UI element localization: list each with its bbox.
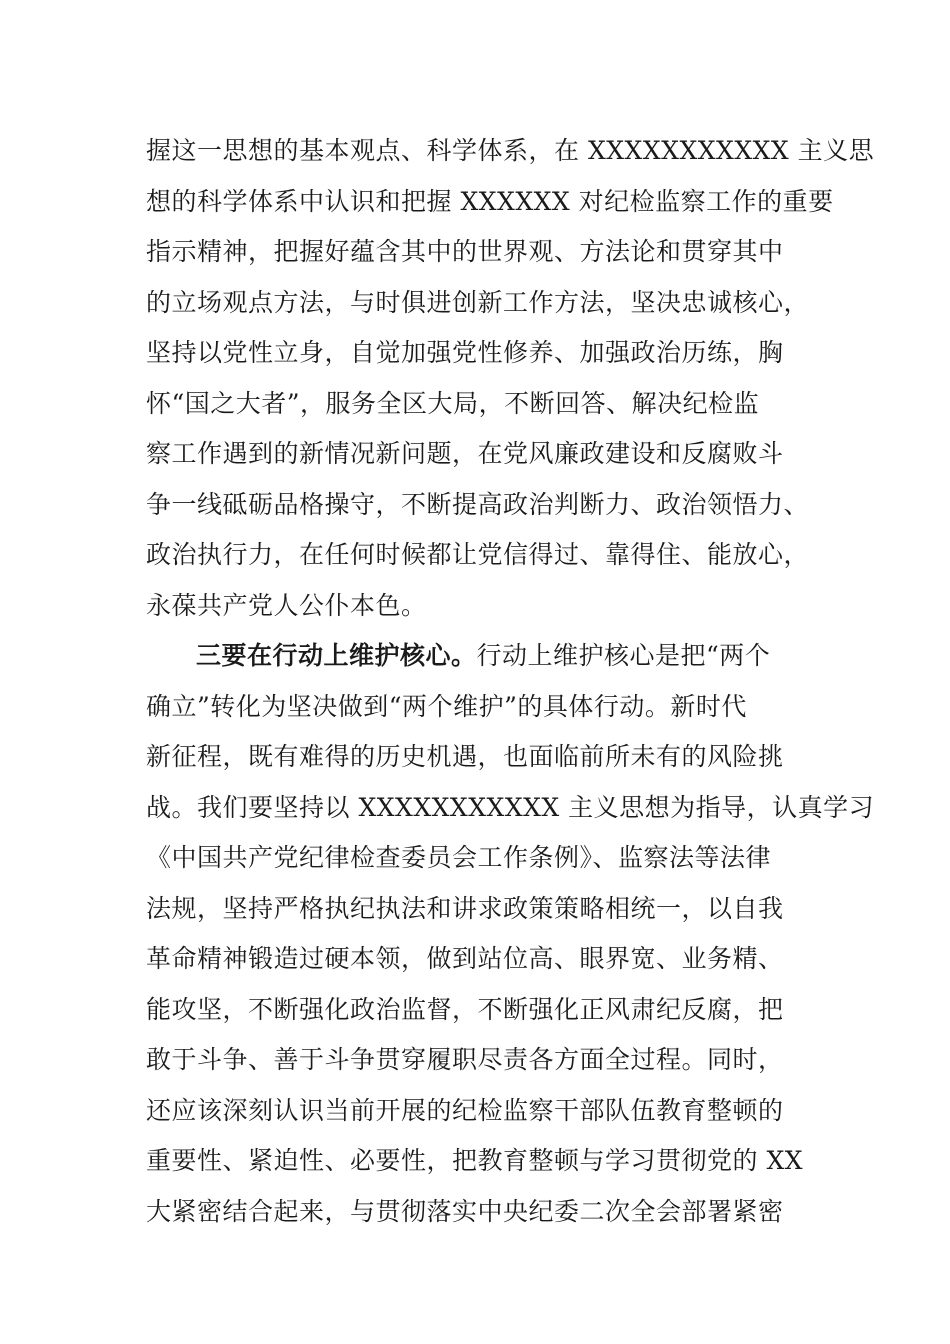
text-line: 握这一思想的基本观点、科学体系，在 XXXXXXXXXXX 主义思 (146, 136, 875, 165)
text-line: 革命精神锻造过硬本领，做到站位高、眼界宽、业务精、 (146, 944, 784, 973)
text-line: 察工作遇到的新情况新问题，在党风廉政建设和反腐败斗 (146, 439, 784, 468)
text-line: 新征程，既有难得的历史机遇，也面临前所未有的风险挑 (146, 742, 784, 771)
body-text (146, 126, 875, 1237)
section3-first-line-rest: 行动上维护核心是把“两个 (476, 641, 771, 670)
text-line: 政治执行力，在任何时候都让党信得过、靠得住、能放心， (146, 540, 810, 569)
text-line: 争一线砥砺品格操守，不断提高政治判断力、政治领悟力、 (146, 489, 810, 519)
text-line: 《中国共产党纪律检查委员会工作条例》、监察法等法律 (146, 843, 772, 872)
text-line: 大紧密结合起来，与贯彻落实中央纪委二次全会部署紧密 (146, 1196, 784, 1226)
section3-first-line (146, 631, 806, 682)
section3-heading: 三要在行动上维护核心。 (196, 641, 477, 670)
text-line: 坚持以党性立身，自觉加强党性修养、加强政治历练，胸 (146, 338, 784, 367)
text-line: 指示精神，把握好蕴含其中的世界观、方法论和贯穿其中 (146, 237, 784, 266)
text-line: 战。我们要坚持以 XXXXXXXXXXX 主义思想为指导，认真学习 (146, 792, 875, 822)
text-line: 怀“国之大者”，服务全区大局，不断回答、解决纪检监 (146, 388, 760, 418)
text-line: 永葆共产党人公仆本色。 (146, 590, 427, 620)
text-line: 的立场观点方法，与时俱进创新工作方法，坚决忠诚核心， (146, 287, 810, 317)
text-line: 法规，坚持严格执纪执法和讲求政策策略相统一，以自我 (146, 893, 784, 923)
text-line: 确立”转化为坚决做到“两个维护”的具体行动。新时代 (146, 691, 747, 721)
text-line: 敢于斗争、善于斗争贯穿履职尽责各方面全过程。同时， (146, 1045, 784, 1074)
text-line: 还应该深刻认识当前开展的纪检监察干部队伍教育整顿的 (146, 1095, 784, 1125)
text-line: 想的科学体系中认识和把握 XXXXXX 对纪检监察工作的重要 (146, 186, 834, 216)
text-line: 重要性、紧迫性、必要性，把教育整顿与学习贯彻党的 XX (146, 1146, 804, 1175)
text-line: 能攻坚，不断强化政治监督，不断强化正风肃纪反腐，把 (146, 994, 784, 1024)
